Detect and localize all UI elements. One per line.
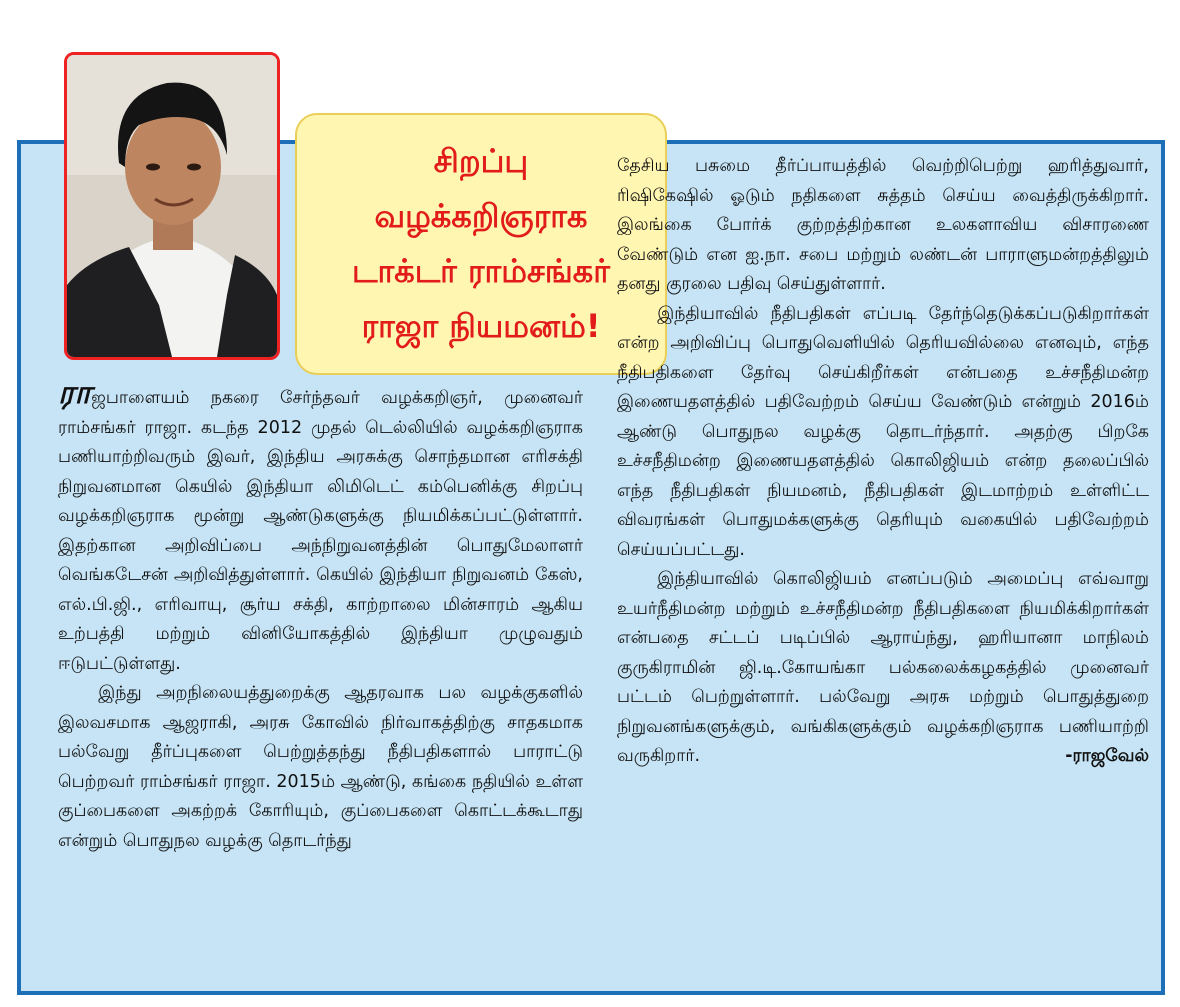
portrait-photo (64, 52, 280, 360)
right-column (617, 152, 1149, 772)
headline-line-4: ராஜா நியமனம்! (361, 307, 601, 345)
person-portrait-icon (67, 55, 277, 357)
headline (352, 134, 610, 354)
headline-line-2: வழக்கறிஞராக (374, 197, 588, 235)
headline-line-3: டாக்டர் ராம்சங்கர் (352, 252, 610, 290)
drop-cap: ரா (58, 373, 92, 411)
left-column (58, 373, 583, 856)
right-paragraph-2: இந்தியாவில் நீதிபதிகள் எப்படி தேர்ந்தெடுக்கப்படுகிறார்கள் என்ற அறிவிப்பு பொதுவெளியில் தெரியவில்லை எனவும், எந்த நீதிபதிகளை தேர்வு செய்கிறீர்கள் என்பதை உச்சநீதிமன்ற இணையதளத்தில் பதிவேற்றம் செய்ய வேண்டும் என்றும் 2016ம் ஆண்டு பொதுநல வழக்கு தொடர்ந்தார். அதற்கு பிறகே உச்சநீதிமன்ற இணையதளத்தில் கொலிஜியம் என்ற தலைப்பில் எந்த நீதிபதிகள் நியமனம், நீதிபதிகள் இடமாற்றம் உள்ளிட்ட விவரங்கள் பொதுமக்களுக்கு தெரியும் வகையில் பதிவேற்றம் செய்யப்பட்டது. (617, 303, 1149, 560)
headline-box (295, 113, 667, 375)
byline: -ராஜவேல் (1065, 746, 1149, 766)
left-paragraph-1-text: ஜபாளையம் நகரை சேர்ந்தவர் வழக்கறிஞர், முனைவர் ராம்சங்கர் ராஜா. கடந்த 2012 முதல் டெல்லியில் வழக்கறிஞராக பணியாற்றிவரும் இவர், இந்திய அரசுக்கு சொந்தமான எரிசக்தி நிறுவனமான கெயில் இந்தியா லிமிடெட் கம்பெனிக்கு சிறப்பு வழக்கறிஞராக மூன்று ஆண்டுகளுக்கு நியமிக்கப்பட்டுள்ளார். இதற்கான அறிவிப்பை அந்நிறுவனத்தின் பொதுமேலாளர் வெங்கடேசன் அறிவித்துள்ளார். கெயில் இந்தியா நிறுவனம் கேஸ், எல்.பி.ஜி., எரிவாயு, சூர்ய சக்தி, காற்றாலை மின்சாரம் ஆகிய உற்பத்தி மற்றும் வினியோகத்தில் இந்தியா முழுவதும் ஈடுபட்டுள்ளது. (58, 388, 583, 674)
right-paragraph-3-text: இந்தியாவில் கொலிஜியம் எனப்படும் அமைப்பு எவ்வாறு உயர்நீதிமன்ற மற்றும் உச்சநீதிமன்ற நீதிபதிகளை நியமிக்கிறார்கள் என்பதை சட்டப் படிப்பில் ஆராய்ந்து, ஹரியானா மாநிலம் குருகிராமின் ஜி.டி.கோயங்கா பல்கலைக்கழகத்தில் முனைவர் பட்டம் பெற்றுள்ளார். பல்வேறு அரசு மற்றும் பொதுத்துறை நிறுவனங்களுக்கும், வங்கிகளுக்கும் வழக்கறிஞராக பணியாற்றி வருகிறார். (617, 569, 1149, 766)
right-paragraph-3 (617, 565, 1149, 772)
right-paragraph-1: தேசிய பசுமை தீர்ப்பாயத்தில் வெற்றிபெற்று ஹரித்துவார், ரிஷிகேஷில் ஓடும் நதிகளை சுத்தம் செய்ய வைத்திருக்கிறார். இலங்கை போர்க் குற்றத்திற்கான உலகளாவிய விசாரணை வேண்டும் என ஐ.நா. சபை மற்றும் லண்டன் பாராளுமன்றத்திலும் தனது குரலை பதிவு செய்துள்ளார். (617, 156, 1149, 294)
left-paragraph-2: இந்து அறநிலையத்துறைக்கு ஆதரவாக பல வழக்குகளில் இலவசமாக ஆஜராகி, அரசு கோவில் நிர்வாகத்திற்கு சாதகமாக பல்வேறு தீர்ப்புகளை பெற்றுத்தந்து நீதிபதிகளால் பாராட்டு பெற்றவர் ராம்சங்கர் ராஜா. 2015ம் ஆண்டு, கங்கை நதியில் உள்ள குப்பைகளை அகற்றக் கோரியும், குப்பைகளை கொட்டக்கூடாது என்றும் பொதுநல வழக்கு தொடர்ந்து (58, 683, 583, 851)
left-paragraph-1 (58, 373, 583, 679)
headline-line-1: சிறப்பு (433, 142, 529, 180)
